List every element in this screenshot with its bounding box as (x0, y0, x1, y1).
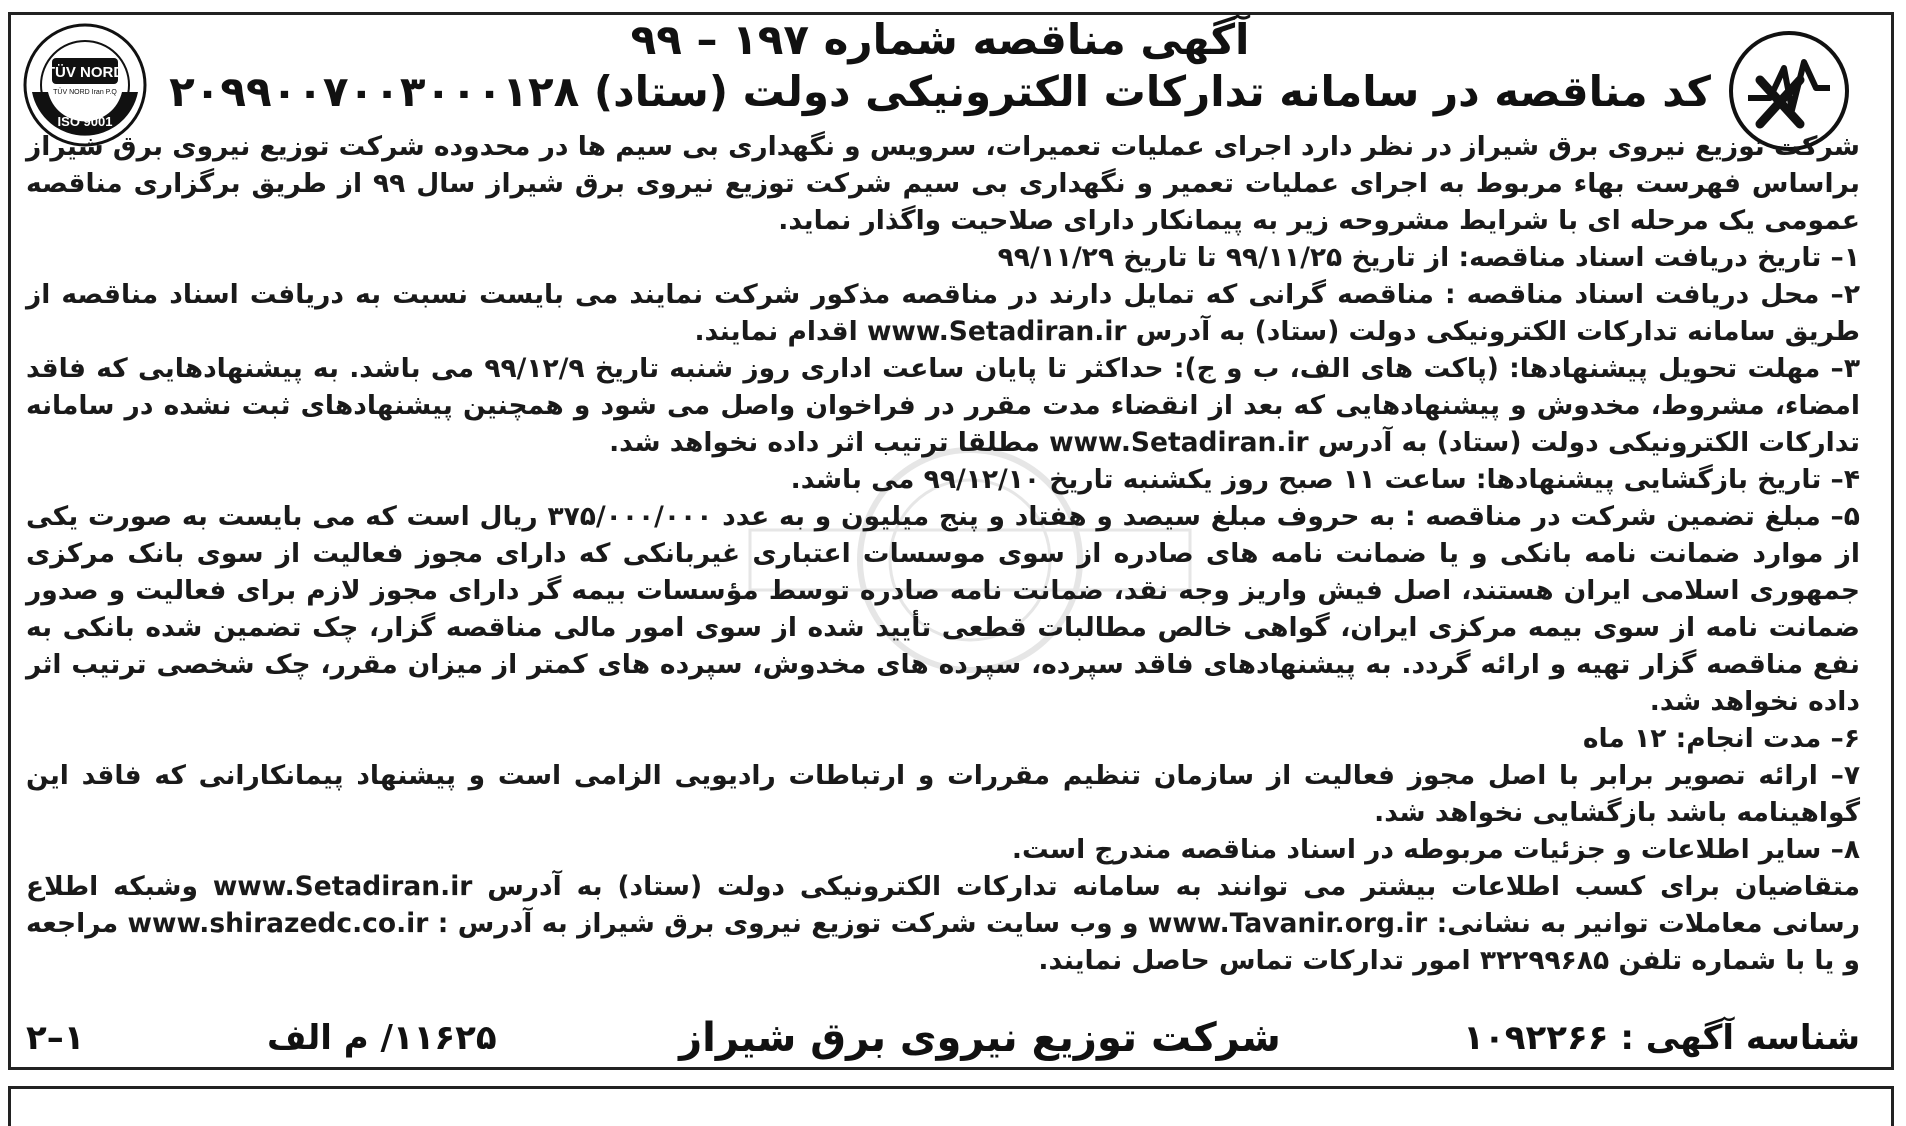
item-7-label: ۷– (1830, 760, 1860, 791)
notice-header (160, 14, 1720, 118)
item-4 (26, 461, 1860, 498)
item-7 (26, 757, 1860, 831)
item-3-text: حداکثر تا پایان ساعت اداری روز شنبه تاریخ ۹۹/۱۲/۹ می باشد. به پیشنهادهایی که فاقد امضاء، مشروط، مخدوش و پیشنهادهایی که بعد از انقضاء مدت مقرر در فراخوان واصل می شود و همچنین پیشنهادهای ثبت نشده در سامانه تدارکات الکترونیکی دولت (ستاد) به آدرس www.Setadiran.ir مطلقا ترتیب اثر داده نخواهد شد. (26, 353, 1860, 458)
item-5 (26, 498, 1860, 720)
next-notice-border (8, 1086, 1894, 1126)
svg-text:ISO 9001: ISO 9001 (57, 114, 113, 129)
item-2-text: مناقصه گرانی که تمایل دارند در مناقصه مذکور شرکت نمایند می بایست نسبت به دریافت اسناد مناقصه از طریق سامانه تدارکات الکترونیکی دولت (ستاد) به آدرس www.Setadiran.ir اقدام نمایند. (26, 279, 1860, 347)
item-6 (26, 720, 1860, 757)
item-2-label: ۲– محل دریافت اسناد مناقصه : (1444, 279, 1860, 310)
item-3 (26, 350, 1860, 461)
item-6-label: ۶– مدت انجام: (1675, 723, 1860, 754)
notice-footer (26, 1014, 1860, 1062)
item-1-text: از تاریخ ۹۹/۱۱/۲۵ تا تاریخ ۹۹/۱۱/۲۹ (997, 242, 1459, 273)
company-signature: شرکت توزیع نیروی برق شیراز (679, 1015, 1281, 1061)
item-5-text: به حروف مبلغ سیصد و هفتاد و پنج میلیون و به عدد ۳۷۵/۰۰۰/۰۰۰ ریال است که می بایست به صورت یکی از موارد ضمانت نامه بانکی و یا ضمانت نامه های صادره از سوی موسسات اعتباری غیربانکی که دارای مجوز فعالیت از سوی بانک مرکزی جمهوری اسلامی ایران هستند، اصل فیش واریز وجه نقد، ضمانت نامه صادره توسط مؤسسات بیمه گر دارای مجوز لازم برای فعالیت و صدور ضمانت نامه از سوی بیمه مرکزی ایران، گواهی خالص مطالبات قطعی تأیید شده از سوی امور مالی مناقصه گزار، چک تضمین شده بانکی به نفع مناقصه گزار تهیه و ارائه گردد. به پیشنهادهای فاقد سپرده، سپرده های مخدوش، سپرده های کمتر از میزان مقرر، چک شخصی ترتیب اثر داده نخواهد شد. (26, 501, 1860, 717)
svg-text:TÜV NORD: TÜV NORD (45, 64, 125, 81)
notice-id: شناسه آگهی : ۱۰۹۲۲۶۶ (1463, 1018, 1860, 1058)
item-8 (26, 831, 1860, 868)
item-7-text: ارائه تصویر برابر با اصل مجوز فعالیت از سازمان تنظیم مقررات و ارتباطات رادیویی الزامی است و پیشنهاد پیمانکارانی که فاقد این گواهینامه باشد بازگشایی نخواهد شد. (26, 760, 1860, 828)
svg-text:TÜV NORD Iran P.Q: TÜV NORD Iran P.Q (53, 89, 117, 96)
item-4-label: ۴– تاریخ بازگشایی پیشنهادها: (1475, 464, 1860, 495)
notice-title: آگهی مناقصه شماره ۱۹۷ – ۹۹ (630, 15, 1250, 64)
item-4-text: ساعت ۱۱ صبح روز یکشنبه تاریخ ۹۹/۱۲/۱۰ می باشد. (790, 464, 1476, 495)
item-1 (26, 239, 1860, 276)
item-3-label: ۳– مهلت تحویل پیشنهادها: (پاکت های الف، ب و ج): (1173, 353, 1860, 384)
tender-code-title: کد مناقصه در سامانه تدارکات الکترونیکی دولت (ستاد) ۲۰۹۹۰۰۷۰۰۳۰۰۰۱۲۸ (169, 67, 1711, 116)
page-number: ۱–۲ (26, 1018, 85, 1058)
intro-paragraph: شرکت توزیع نیروی برق شیراز در نظر دارد اجرای عملیات تعمیرات، سرویس و نگهداری بی سیم ها در محدوده شرکت توزیع نیروی برق شیراز براساس فهرست بهاء مربوط به اجرای عملیات تعمیر و نگهداری بی سیم شرکت توزیع نیروی برق شیراز سال ۹۹ از طریق برگزاری مناقصه عمومی یک مرحله ای با شرایط مشروحه زیر به پیمانکار دارای صلاحیت واگذار نماید. (26, 131, 1860, 236)
item-1-label: ۱– تاریخ دریافت اسناد مناقصه: (1458, 242, 1860, 273)
reference-number: ۱۱۶۲۵/ م الف (266, 1018, 497, 1058)
closing-paragraph: متقاضیان برای کسب اطلاعات بیشتر می توانند به سامانه تدارکات الکترونیکی دولت (ستاد) به آدرس www.Setadiran.ir وشبکه اطلاع رسانی معاملات توانیر به نشانی: www.Tavanir.org.ir و وب سایت شرکت توزیع نیروی برق شیراز به آدرس : www.shirazedc.co.ir مراجعه و یا با شماره تلفن ۳۲۲۹۹۶۸۵ امور تدارکات تماس حاصل نمایند. (26, 871, 1860, 976)
item-5-label: ۵– مبلغ تضمین شرکت در مناقصه : (1405, 501, 1860, 532)
item-8-text: سایر اطلاعات و جزئیات مربوطه در اسناد مناقصه مندرج است. (1011, 834, 1831, 865)
notice-body (26, 128, 1860, 979)
item-6-text: ۱۲ ماه (1582, 723, 1676, 754)
item-2 (26, 276, 1860, 350)
item-8-label: ۸– (1830, 834, 1860, 865)
